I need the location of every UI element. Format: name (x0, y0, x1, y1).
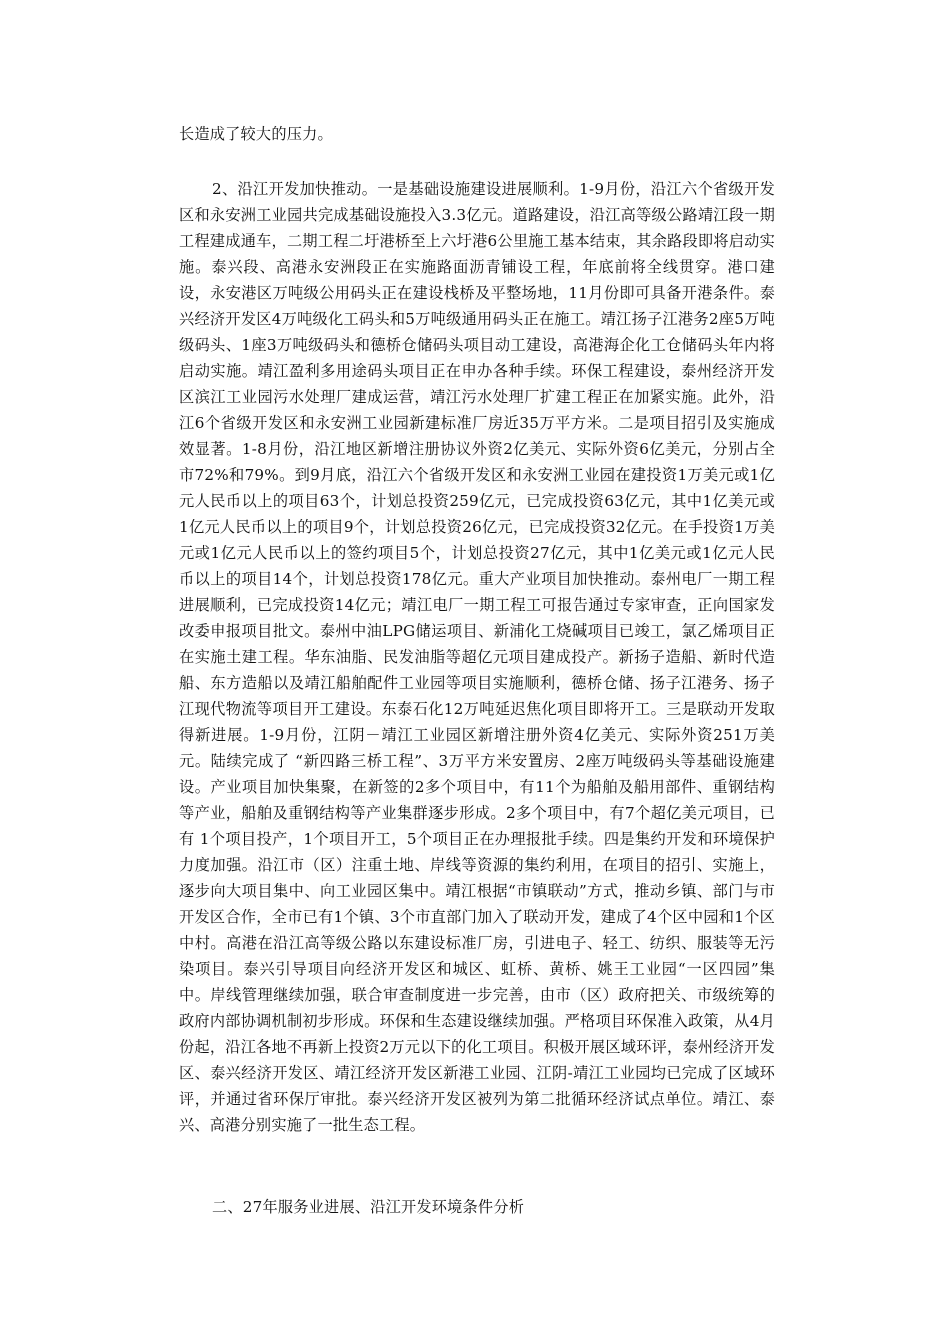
paragraph-continuation: 长造成了较大的压力。 (179, 125, 333, 143)
section-heading: 二、27年服务业进展、沿江开发环境条件分析 (212, 1198, 525, 1216)
paragraph-yanjiang-development: 2、沿江开发加快推动。一是基础设施建设进展顺利。1-9月份，沿江六个省级开发区和永安洲工业园共完成基础设施投入3.3亿元。道路建设，沿江高等级公路靖江段一期工程建成通车，二期工程二圩港桥至上六圩港6公里施工基本结束，其余路段即将启动实施。泰兴段、高港永安洲段正在实施路面沥青铺设工程，年底前将全线贯穿。港口建设，永安港区万吨级公用码头正在建设栈桥及平整场地，11月份即可具备开港条件。泰兴经济开发区4万吨级化工码头和5万吨级通用码头正在施工。靖江扬子江港务2座5万吨级码头、1座3万吨级码头和德桥仓储码头项目动工建设，高港海企化工仓储码头年内将启动实施。靖江盈利多用途码头项目正在申办各种手续。环保工程建设，泰州经济开发区滨江工业园污水处理厂建成运营，靖江污水处理厂扩建工程正在加紧实施。此外，沿江6个省级开发区和永安洲工业园新建标准厂房近35万平方米。二是项目招引及实施成效显著。1-8月份，沿江地区新增注册协议外资2亿美元、实际外资6亿美元，分别占全市72%和79%。到9月底，沿江六个省级开发区和永安洲工业园在建投资1万美元或1亿元人民币以上的项目63个，计划总投资259亿元，已完成投资63亿元，其中1亿美元或1亿元人民币以上的项目9个，计划总投资26亿元，已完成投资32亿元。在手投资1万美元或1亿元人民币以上的签约项目5个，计划总投资27亿元，其中1亿美元或1亿元人民币以上的项目14个，计划总投资178亿元。重大产业项目加快推动。泰州电厂一期工程进展顺利，已完成投资14亿元；靖江电厂一期工程工可报告通过专家审查，正向国家发改委申报项目批文。泰州中油LPG储运项目、新浦化工烧碱项目已竣工，氯乙烯项目正在实施土建工程。华东油脂、民发油脂等超亿元项目建成投产。新扬子造船、新时代造船、东方造船以及靖江船舶配件工业园等项目实施顺利，德桥仓储、扬子江港务、扬子江现代物流等项目开工建设。东泰石化12万吨延迟焦化项目即将开工。三是联动开发取得新进展。1-9月份，江阴－靖江工业园区新增注册外资4亿美元、实际外资251万美元。陆续完成了 “新四路三桥工程”、3万平方米安置房、2座万吨级码头等基础设施建设。产业项目加快集聚，在新签的2多个项目中，有11个为船舶及船用部件、重钢结构等产业，船舶及重钢结构等产业集群逐步形成。2多个项目中，有7个超亿美元项目，已有 1个项目投产，1个项目开工，5个项目正在办理报批手续。四是集约开发和环境保护力度加强。沿江市（区）注重土地、岸线等资源的集约利用，在项目的招引、实施上，逐步向大项目集中、向工业园区集中。靖江根据“市镇联动”方式，推动乡镇、部门与市开发区合作，全市已有1个镇、3个市直部门加入了联动开发，建成了4个区中园和1个区中村。高港在沿江高等级公路以东建设标准厂房，引进电子、轻工、纺织、服装等无污染项目。泰兴引导项目向经济开发区和城区、虹桥、黄桥、姚王工业园“一区四园”集中。岸线管理继续加强，联合审查制度进一步完善，由市（区）政府把关、市级统筹的政府内部协调机制初步形成。环保和生态建设继续加强。严格项目环保准入政策，从4月份起，沿江各地不再新上投资2万元以下的化工项目。积极开展区域环评，泰州经济开发区、泰兴经济开发区、靖江经济开发区新港工业园、江阴-靖江工业园均已完成了区域环评，并通过省环保厅审批。泰兴经济开发区被列为第二批循环经济试点单位。靖江、泰兴、高港分别实施了一批生态工程。 (179, 180, 775, 1134)
